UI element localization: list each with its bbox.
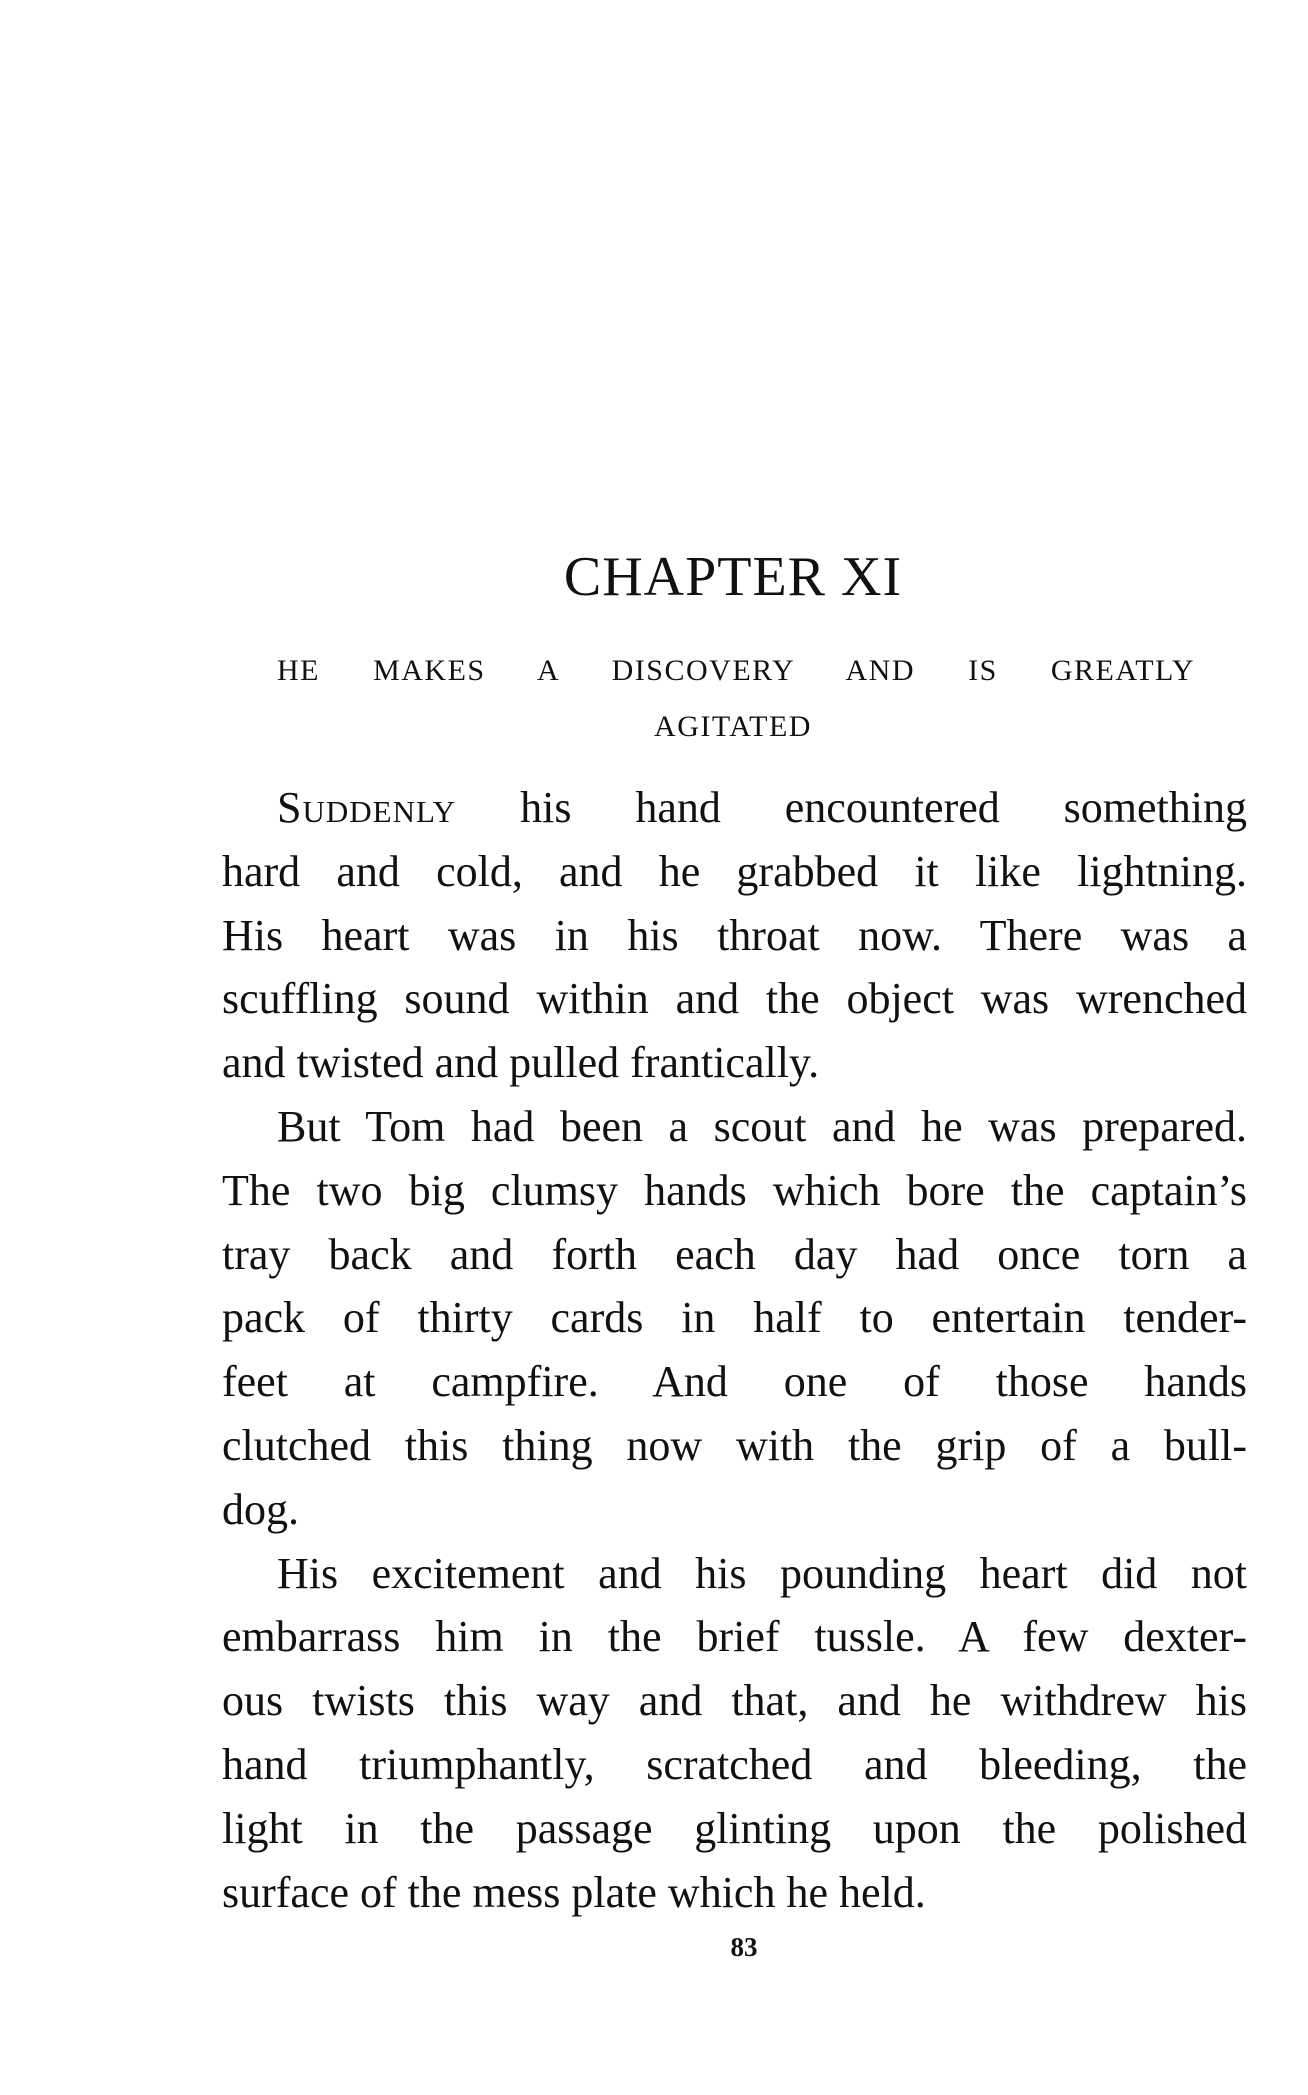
paragraph-2-line: But Tom had been a scout and he was prepared. — [277, 1101, 1247, 1151]
paragraph-2-line: pack of thirty cards in half to entertain tender- — [222, 1293, 1247, 1343]
paragraph-1-line: and twisted and pulled frantically. — [222, 1038, 820, 1088]
paragraph-3-line: surface of the mess plate which he held. — [222, 1867, 926, 1917]
paragraph-2-line: The two big clumsy hands which bore the captain’s — [222, 1165, 1247, 1215]
paragraph-1-line: scuffling sound within and the object was wrenched — [222, 974, 1247, 1024]
paragraph-3-line: ous twists this way and that, and he withdrew his — [222, 1676, 1247, 1726]
paragraph-1-line: hard and cold, and he grabbed it like lightning. — [222, 846, 1247, 896]
chapter-title: CHAPTER XI — [563, 546, 903, 608]
paragraph-3-line: hand triumphantly, scratched and bleeding, the — [222, 1739, 1247, 1789]
paragraph-3-line: His excitement and his pounding heart did not — [277, 1548, 1247, 1598]
chapter-subtitle-line-2: AGITATED — [654, 710, 812, 743]
paragraph-2-line: clutched this thing now with the grip of a bull- — [222, 1420, 1247, 1470]
body-text — [222, 776, 1247, 1924]
lead-small-caps: Suddenly — [277, 783, 457, 832]
paragraph-1-line-1: Suddenly his hand encountered something — [277, 783, 1247, 832]
paragraph-2-line: tray back and forth each day had once torn a — [222, 1229, 1247, 1279]
page-number: 83 — [730, 1932, 758, 1962]
paragraph-2-line: dog. — [222, 1484, 299, 1534]
paragraph-3-line: embarrass him in the brief tussle. A few dexter- — [222, 1612, 1247, 1662]
paragraph-2-line: feet at campfire. And one of those hands — [222, 1357, 1247, 1407]
chapter-subtitle-line-1: HE MAKES A DISCOVERY AND IS GREATLY — [277, 654, 1195, 687]
paragraph-3-line: light in the passage glinting upon the polished — [222, 1803, 1247, 1853]
paragraph-1-line: His heart was in his throat now. There was a — [222, 910, 1247, 960]
